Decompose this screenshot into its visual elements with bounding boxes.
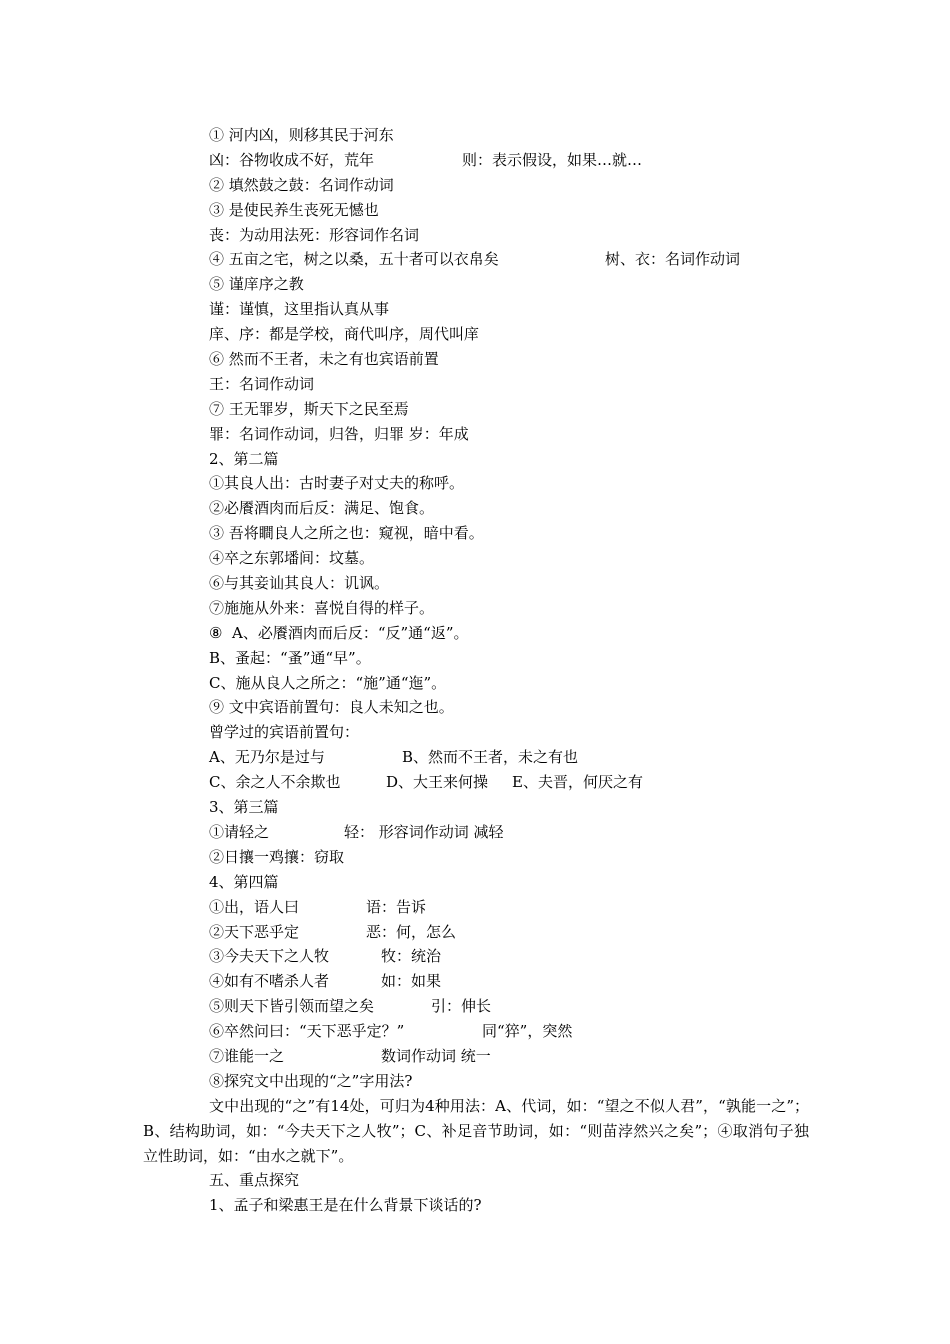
text-segment: B、然而不王者，未之有也: [402, 748, 579, 767]
text-segment: 语：告诉: [366, 897, 427, 916]
text-line: [0, 944, 950, 969]
text-segment: 庠、序：都是学校，商代叫序，周代叫庠: [209, 325, 480, 344]
text-line: [0, 521, 950, 546]
text-segment: ③ 吾将瞷良人之所之也：窥视，暗中看。: [209, 524, 484, 543]
text-segment: ③今夫天下之人牧: [209, 947, 330, 966]
text-segment: 同“猝”，突然: [482, 1022, 573, 1041]
text-segment: A、无乃尔是过与: [209, 748, 325, 767]
text-segment: ①出，语人曰: [209, 897, 300, 916]
text-line: [0, 422, 950, 447]
text-line: [0, 795, 950, 820]
text-segment: 数词作动词 统一: [381, 1046, 491, 1065]
text-segment: D、大王来何操: [386, 773, 489, 792]
text-line: [0, 496, 950, 521]
text-segment: ② 填然鼓之鼓：名词作动词: [209, 175, 394, 194]
text-segment: ⑥ 然而不王者，未之有也宾语前置: [209, 350, 439, 369]
text-segment: C、施从良人之所之：“施”通“迤”。: [209, 673, 447, 692]
text-segment: ⑧ A、必餍酒肉而后反：“反”通“返”。: [209, 623, 469, 642]
text-line: [0, 621, 950, 646]
text-segment: 丧：为动用法死：形容词作名词: [209, 225, 420, 244]
text-segment: B、蚤起：“蚤”通“早”。: [209, 648, 371, 667]
text-line: [0, 920, 950, 945]
text-segment: 轻： 形容词作动词 减轻: [344, 822, 504, 841]
text-segment: ①请轻之: [209, 822, 270, 841]
text-line: [0, 845, 950, 870]
text-segment: ②日攘一鸡攘：窃取: [209, 847, 345, 866]
text-line: [0, 994, 950, 1019]
text-segment: 引：伸长: [431, 997, 492, 1016]
text-segment: 4、第四篇: [209, 872, 279, 891]
text-line: [0, 173, 950, 198]
text-segment: 罪：名词作动词，归咎，归罪 岁：年成: [209, 424, 469, 443]
text-line: [0, 198, 950, 223]
text-line: [0, 770, 950, 795]
text-line: [0, 1019, 950, 1044]
section-heading: 五、重点探究: [209, 1171, 300, 1190]
text-segment: ⑦施施从外来：喜悦自得的样子。: [209, 598, 435, 617]
text-segment: 如：如果: [381, 972, 442, 991]
text-line: [0, 148, 950, 173]
text-segment: 则：表示假设，如果…就…: [462, 150, 643, 169]
text-segment: ⑥与其妾讪其良人：讥讽。: [209, 574, 390, 593]
text-line: [0, 671, 950, 696]
text-line: [0, 745, 950, 770]
text-segment: E、夫晋，何厌之有: [512, 773, 643, 792]
text-segment: ②必餍酒肉而后反：满足、饱食。: [209, 499, 435, 518]
text-segment: ⑤ 谨庠序之教: [209, 275, 304, 294]
text-segment: 3、第三篇: [209, 798, 279, 817]
text-line: [0, 1069, 950, 1094]
text-line: [0, 297, 950, 322]
text-line: [0, 471, 950, 496]
text-line: [0, 372, 950, 397]
text-segment: ⑦谁能一之: [209, 1046, 285, 1065]
annotation-lines: [0, 123, 950, 1094]
text-segment: C、余之人不余欺也: [209, 773, 341, 792]
text-line: [0, 646, 950, 671]
text-segment: 王：名词作动词: [209, 374, 315, 393]
text-line: [0, 322, 950, 347]
text-line: [0, 571, 950, 596]
text-line: [0, 447, 950, 472]
text-line: [0, 123, 950, 148]
text-segment: ④ 五亩之宅，树之以桑，五十者可以衣帛矣: [209, 250, 499, 269]
text-line: [0, 272, 950, 297]
document-body: [0, 123, 950, 1218]
text-segment: 凶：谷物收成不好，荒年: [209, 150, 375, 169]
text-line: [0, 596, 950, 621]
text-line: [0, 895, 950, 920]
summary-paragraph: 文中出现的“之”有14处，可归为4种用法：A、代词，如：“望之不似人君”，“孰能一之”；B、结构助词，如：“今夫天下之人牧”；C、补足音节助词，如：“则苗浡然兴之矣”；④取消句子独立性助词，如：“由水之就下”。: [143, 1096, 809, 1165]
text-segment: ①其良人出：古时妻子对丈夫的称呼。: [209, 474, 465, 493]
text-line: [0, 969, 950, 994]
text-segment: ④卒之东郭墦间：坟墓。: [209, 549, 375, 568]
text-line: [0, 820, 950, 845]
text-segment: ②天下恶乎定: [209, 922, 300, 941]
text-segment: 树、衣：名词作动词: [605, 250, 741, 269]
text-line: [0, 247, 950, 272]
text-segment: ③ 是使民养生丧死无憾也: [209, 200, 379, 219]
text-segment: ⑦ 王无罪岁，斯天下之民至焉: [209, 399, 409, 418]
text-segment: 牧：统治: [381, 947, 442, 966]
text-segment: ⑤则天下皆引领而望之矣: [209, 997, 375, 1016]
text-line: [0, 347, 950, 372]
text-line: [0, 870, 950, 895]
text-segment: ⑥卒然问曰：“天下恶乎定？”: [209, 1022, 405, 1041]
text-segment: 曾学过的宾语前置句：: [209, 723, 360, 742]
text-segment: 谨：谨慎，这里指认真从事: [209, 300, 390, 319]
text-segment: ⑨ 文中宾语前置句：良人未知之也。: [209, 698, 454, 717]
text-line: [0, 397, 950, 422]
text-segment: ① 河内凶，则移其民于河东: [209, 126, 394, 144]
question-line: 1、孟子和梁惠王是在什么背景下谈话的?: [209, 1196, 482, 1215]
text-line: [0, 1044, 950, 1069]
text-line: [0, 695, 950, 720]
text-line: [0, 720, 950, 745]
text-segment: ④如有不嗜杀人者: [209, 972, 330, 991]
text-segment: 2、第二篇: [209, 449, 279, 468]
text-segment: 恶：何，怎么: [366, 922, 457, 941]
text-segment: ⑧探究文中出现的“之”字用法?: [209, 1071, 413, 1090]
text-line: [0, 223, 950, 248]
text-line: [0, 546, 950, 571]
